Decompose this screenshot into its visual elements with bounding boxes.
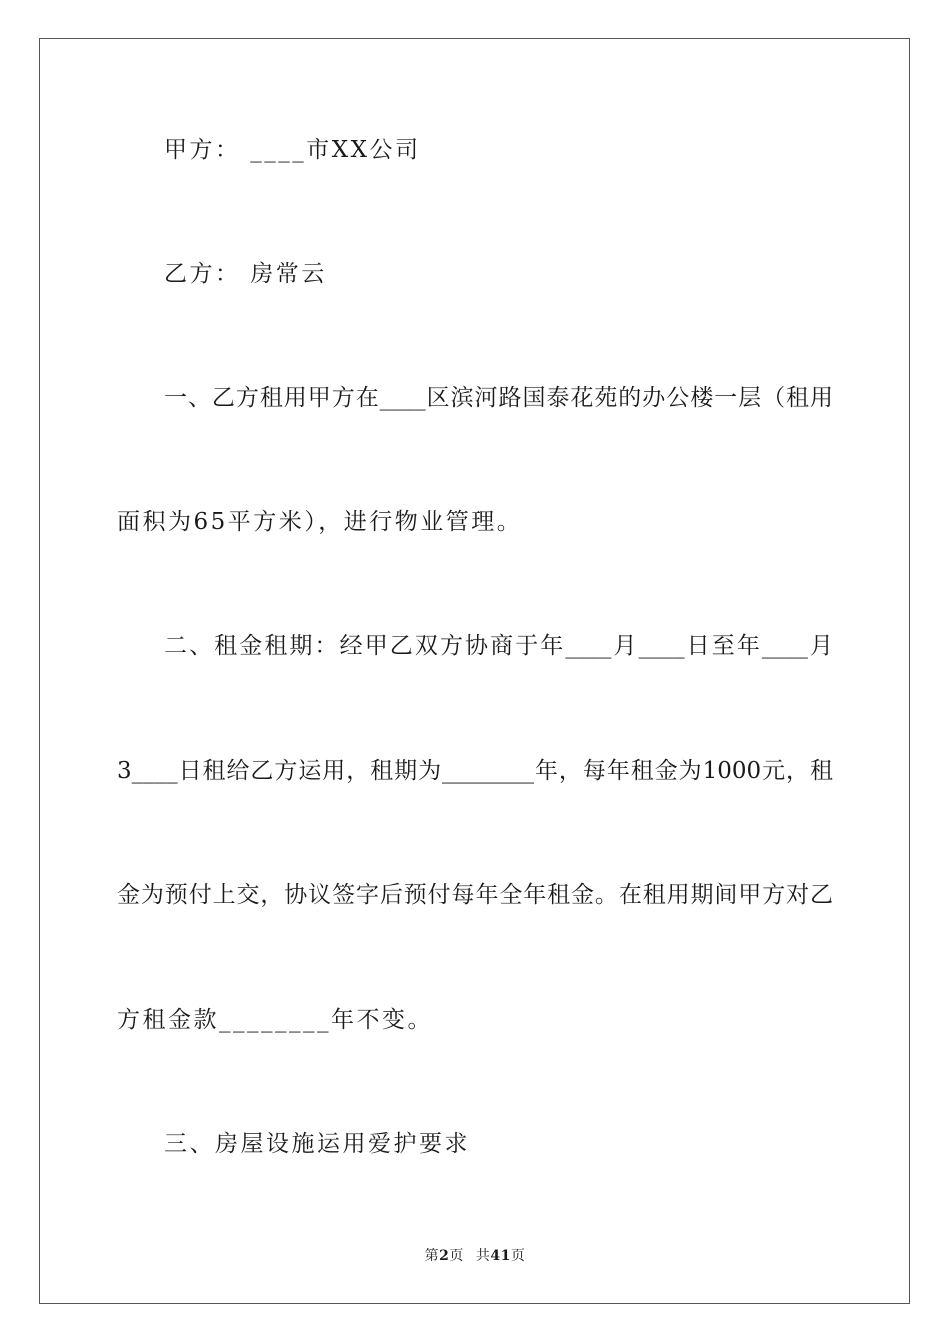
clause2-line1: 二、租金租期：经甲乙双方协商于年____月____日至年____月 <box>164 633 833 659</box>
party-a-line: 甲方： ____市XX公司 <box>164 137 421 163</box>
page-footer <box>0 1247 950 1265</box>
clause1-line1: 一、乙方租用甲方在____区滨河路国泰花苑的办公楼一层（租用 <box>164 385 833 411</box>
footer-page-prefix: 第 <box>424 1248 440 1264</box>
footer-page-total: 41 <box>490 1248 511 1264</box>
page-frame <box>39 38 910 1304</box>
footer-page-current: 2 <box>439 1248 450 1264</box>
clause2-line4: 方租金款________年不变。 <box>117 1007 433 1033</box>
clause2-line2: 3____日租给乙方运用，租期为________年，每年租金为1000元，租 <box>117 758 833 784</box>
footer-page-suffix: 页 <box>449 1248 464 1264</box>
clause3-title: 三、房屋设施运用爱护要求 <box>164 1131 470 1157</box>
footer-total-suffix: 页 <box>510 1248 526 1264</box>
party-b-line: 乙方： 房常云 <box>164 261 327 287</box>
clause1-line2: 面积为65平方米），进行物业管理。 <box>117 509 523 535</box>
footer-total-prefix: 共 <box>475 1248 491 1264</box>
clause2-line3: 金为预付上交，协议签字后预付每年全年租金。在租用期间甲方对乙 <box>117 882 833 908</box>
